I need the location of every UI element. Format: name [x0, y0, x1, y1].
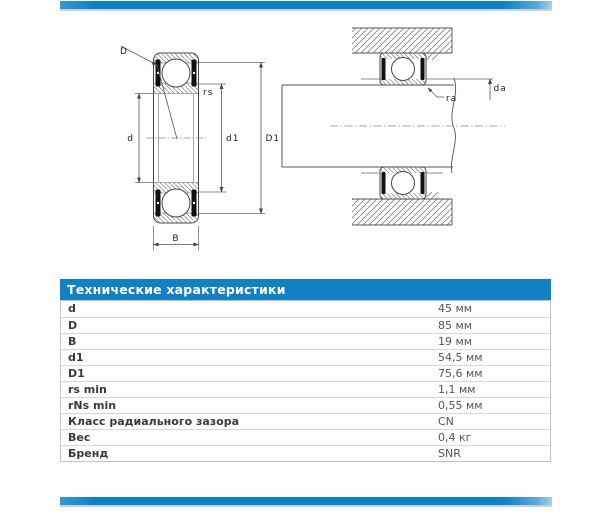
dim-label-d: d: [127, 134, 134, 144]
spec-row-label: D1: [68, 367, 85, 380]
spec-row-value: 19 мм: [438, 335, 473, 348]
shaft-mount-diagram: [282, 28, 507, 225]
spec-row-value: 0,4 кг: [438, 431, 472, 444]
dim-label-B: B: [172, 234, 180, 244]
dim-label-D1: D1: [265, 134, 281, 144]
spec-row-value: SNR: [438, 447, 461, 460]
spec-row-value: 85 мм: [438, 319, 473, 332]
spec-row-value: 45 мм: [438, 302, 473, 315]
ball-top: [162, 59, 190, 87]
spec-row-value: 75,6 мм: [438, 367, 483, 380]
spec-row-label: d: [68, 302, 76, 315]
spec-row-label: B: [68, 335, 77, 348]
spec-row-label: rNs min: [68, 399, 117, 412]
spec-row-label: Класс радиального зазора: [68, 415, 240, 428]
bearing-section-diagram: [120, 46, 280, 250]
shaft: [282, 78, 456, 173]
spec-row-label: d1: [68, 351, 84, 364]
spec-row: [61, 445, 550, 461]
dim-label-rs: rs: [203, 88, 214, 98]
spec-row: [61, 317, 550, 333]
dim-label-ra: ra: [446, 94, 458, 104]
spec-row: [61, 381, 550, 397]
dim-label-d1: d1: [226, 134, 240, 144]
housing-bottom: [352, 199, 452, 225]
mounted-bearing-bottom: [380, 167, 426, 199]
spec-table-header: Технические характеристики: [60, 279, 551, 300]
spec-row-value: 1,1 мм: [438, 383, 476, 396]
spec-row-value: 54,5 мм: [438, 351, 483, 364]
dim-label-D: D: [120, 47, 128, 57]
spec-row: [61, 413, 550, 429]
spec-row-value: 0,55 мм: [438, 399, 483, 412]
dim-label-da: da: [493, 84, 507, 94]
mounted-bearing-top: [380, 53, 426, 85]
spec-row: [61, 397, 550, 413]
spec-row: [61, 429, 550, 445]
spec-row: [61, 365, 550, 381]
spec-row-label: Вес: [68, 431, 91, 444]
bottom-divider-bar: [60, 497, 552, 507]
spec-row-label: D: [68, 319, 78, 332]
spec-row-label: rs min: [68, 383, 107, 396]
spec-table-body: [60, 300, 551, 462]
housing-top: [352, 28, 452, 53]
spec-row: [61, 301, 550, 317]
spec-row-label: Бренд: [68, 447, 109, 460]
spec-row: [61, 333, 550, 349]
spec-row-value: CN: [438, 415, 454, 428]
spec-row: [61, 349, 550, 365]
ball-bottom: [162, 189, 190, 217]
